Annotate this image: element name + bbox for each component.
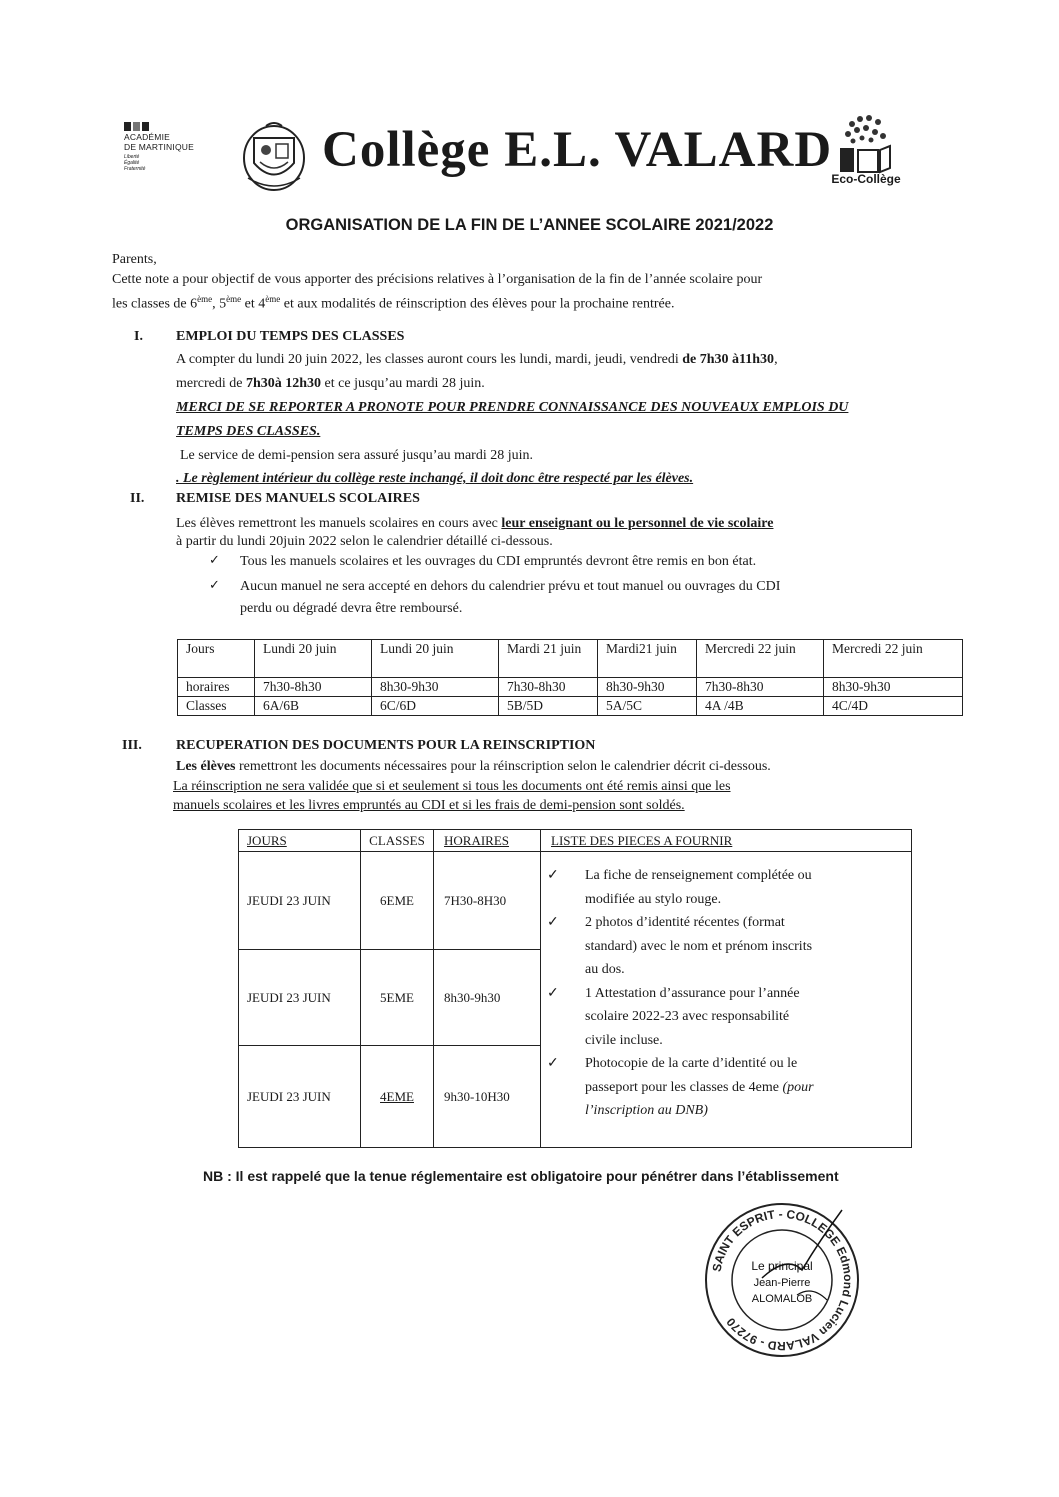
table-header: HORAIRES [434, 830, 541, 852]
table-cell: 5A/5C [598, 697, 697, 716]
salutation: Parents, [112, 252, 157, 267]
table-cell: 6A/6B [255, 697, 372, 716]
paragraph: Le service de demi-pension sera assuré jusqu’au mardi 28 juin. [180, 448, 534, 463]
pronote-notice: TEMPS DES CLASSES. [176, 424, 321, 439]
table-cell: 5B/5D [499, 697, 598, 716]
table-row [178, 697, 963, 716]
reinscription-table [238, 829, 912, 1148]
table-cell: 7h30-8h30 [697, 678, 824, 697]
check-icon: ✓ [547, 1056, 559, 1071]
bullet-text: perdu ou dégradé devra être remboursé. [240, 601, 463, 616]
list-item: ✓ Photocopie de la carte d’identité ou le passeport pour les classes de 4eme (pour l’inscription au DNB) [579, 1052, 901, 1123]
section-number: III. [122, 738, 142, 753]
bullet-text: Aucun manuel ne sera accepté en dehors du calendrier prévu et tout manuel ou ouvrages du CDI [240, 579, 781, 594]
check-icon: ✓ [547, 868, 559, 883]
ministry-line: DE MARTINIQUE [124, 141, 194, 152]
table-row [178, 678, 963, 697]
table-cell: 6EME [361, 852, 434, 950]
section-title: EMPLOI DU TEMPS DES CLASSES [176, 329, 405, 344]
table-header: CLASSES [361, 830, 434, 852]
check-icon: ✓ [209, 577, 220, 592]
paragraph: Les élèves remettront les manuels scolaires en cours avec leur enseignant ou le personnel de vie scolaire [176, 516, 774, 531]
svg-text:SAINT ESPRIT - COLLEGE Edmond: SAINT ESPRIT - COLLEGE Edmond Lucien VALARD - 97270 [709, 1206, 856, 1354]
table-cell: Lundi 20 juin [372, 640, 499, 678]
row-label: Classes [178, 697, 255, 716]
table-cell: 7H30-8H30 [434, 852, 541, 950]
svg-text:Le principal: Le principal [751, 1259, 813, 1273]
table-cell: Mardi 21 juin [499, 640, 598, 678]
table-cell: 6C/6D [372, 697, 499, 716]
paragraph: manuels scolaires et les livres empruntés au CDI et si les frais de demi-pension sont soldés. [173, 798, 685, 813]
table-cell: Mercredi 22 juin [824, 640, 963, 678]
row-label: horaires [178, 678, 255, 697]
bullet-text: Tous les manuels scolaires et les ouvrages du CDI empruntés devront être remis en bon état. [240, 554, 757, 569]
section-title: RECUPERATION DES DOCUMENTS POUR LA REINSCRIPTION [176, 738, 596, 753]
table-cell: JEUDI 23 JUIN [239, 950, 361, 1046]
table-cell: 8h30-9h30 [598, 678, 697, 697]
table-row [178, 640, 963, 678]
intro-line: les classes de 6ème, 5ème et 4ème et aux modalités de réinscription des élèves pour la prochaine rentrée. [112, 294, 675, 312]
table-cell: 4C/4D [824, 697, 963, 716]
table-cell: Mercredi 22 juin [697, 640, 824, 678]
paragraph: Les élèves remettront les documents nécessaires pour la réinscription selon le calendrier décrit ci-dessous. [176, 759, 771, 774]
table-row [239, 852, 912, 950]
rules-notice: . Le règlement intérieur du collège reste inchangé, il doit donc être respecté par les élèves. [176, 471, 694, 486]
intro-line: Cette note a pour objectif de vous apporter des précisions relatives à l’organisation de la fin de l’année scolaire pour [112, 272, 763, 287]
document-title: ORGANISATION DE LA FIN DE L’ANNEE SCOLAIRE 2021/2022 [285, 216, 774, 234]
table-cell: 7h30-8h30 [255, 678, 372, 697]
section-title: REMISE DES MANUELS SCOLAIRES [176, 491, 420, 506]
table-header: JOURS [239, 830, 361, 852]
ministry-logo [124, 122, 224, 172]
svg-text:Jean-Pierre: Jean-Pierre [753, 1277, 811, 1289]
nb-note: NB : Il est rappelé que la tenue réglementaire est obligatoire pour pénétrer dans l’établissement [203, 1168, 839, 1184]
table-cell: 5EME [361, 950, 434, 1046]
pronote-notice: MERCI DE SE REPORTER A PRONOTE POUR PRENDRE CONNAISSANCE DES NOUVEAUX EMPLOIS DU [176, 400, 849, 415]
table-row [239, 830, 912, 852]
list-item: ✓ La fiche de renseignement complétée ou modifiée au stylo rouge. [579, 864, 901, 911]
svg-text:ALOMALOB: ALOMALOB [751, 1293, 813, 1305]
section-number: I. [134, 329, 143, 344]
textbook-return-table [177, 639, 963, 716]
paragraph: La réinscription ne sera validée que si et seulement si tous les documents ont été remis ainsi que les [173, 779, 731, 794]
list-item: ✓ 1 Attestation d’assurance pour l’année scolaire 2022-23 avec responsabilité civile incluse. [579, 982, 901, 1053]
check-icon: ✓ [209, 552, 220, 567]
table-cell: 8h30-9h30 [372, 678, 499, 697]
table-cell: 4EME [361, 1046, 434, 1148]
table-cell: 4A /4B [697, 697, 824, 716]
check-icon: ✓ [547, 915, 559, 930]
section-number: II. [130, 491, 145, 506]
table-cell: 8h30-9h30 [434, 950, 541, 1046]
eco-college-label: Eco-Collège [831, 172, 901, 186]
row-label: Jours [178, 640, 255, 678]
ministry-motto: Liberté Égalité Fraternité [124, 154, 146, 172]
table-cell: 8h30-9h30 [824, 678, 963, 697]
table-cell: 9h30-10H30 [434, 1046, 541, 1148]
ministry-line: ACADÉMIE [124, 132, 170, 142]
table-cell: Mardi21 juin [598, 640, 697, 678]
table-header: LISTE DES PIECES A FOURNIR [541, 830, 912, 852]
college-crest-icon [236, 118, 312, 194]
check-icon: ✓ [547, 985, 559, 1001]
paragraph: A compter du lundi 20 juin 2022, les classes auront cours les lundi, mardi, jeudi, vendredi de 7h30 à11h30, [176, 352, 778, 367]
republic-flag-icon [124, 122, 224, 131]
table-cell: Lundi 20 juin [255, 640, 372, 678]
table-cell: 7h30-8h30 [499, 678, 598, 697]
table-cell: JEUDI 23 JUIN [239, 1046, 361, 1148]
paragraph: à partir du lundi 20juin 2022 selon le calendrier détaillé ci-dessous. [176, 534, 553, 549]
official-stamp-icon [702, 1200, 862, 1360]
list-item: ✓ 2 photos d’identité récentes (format standard) avec le nom et prénom inscrits au dos. [579, 911, 901, 982]
table-cell: JEUDI 23 JUIN [239, 852, 361, 950]
pieces-list [541, 852, 912, 1148]
paragraph: mercredi de 7h30à 12h30 et ce jusqu’au mardi 28 juin. [176, 376, 485, 391]
college-name: Collège E.L. VALARD [322, 122, 833, 178]
